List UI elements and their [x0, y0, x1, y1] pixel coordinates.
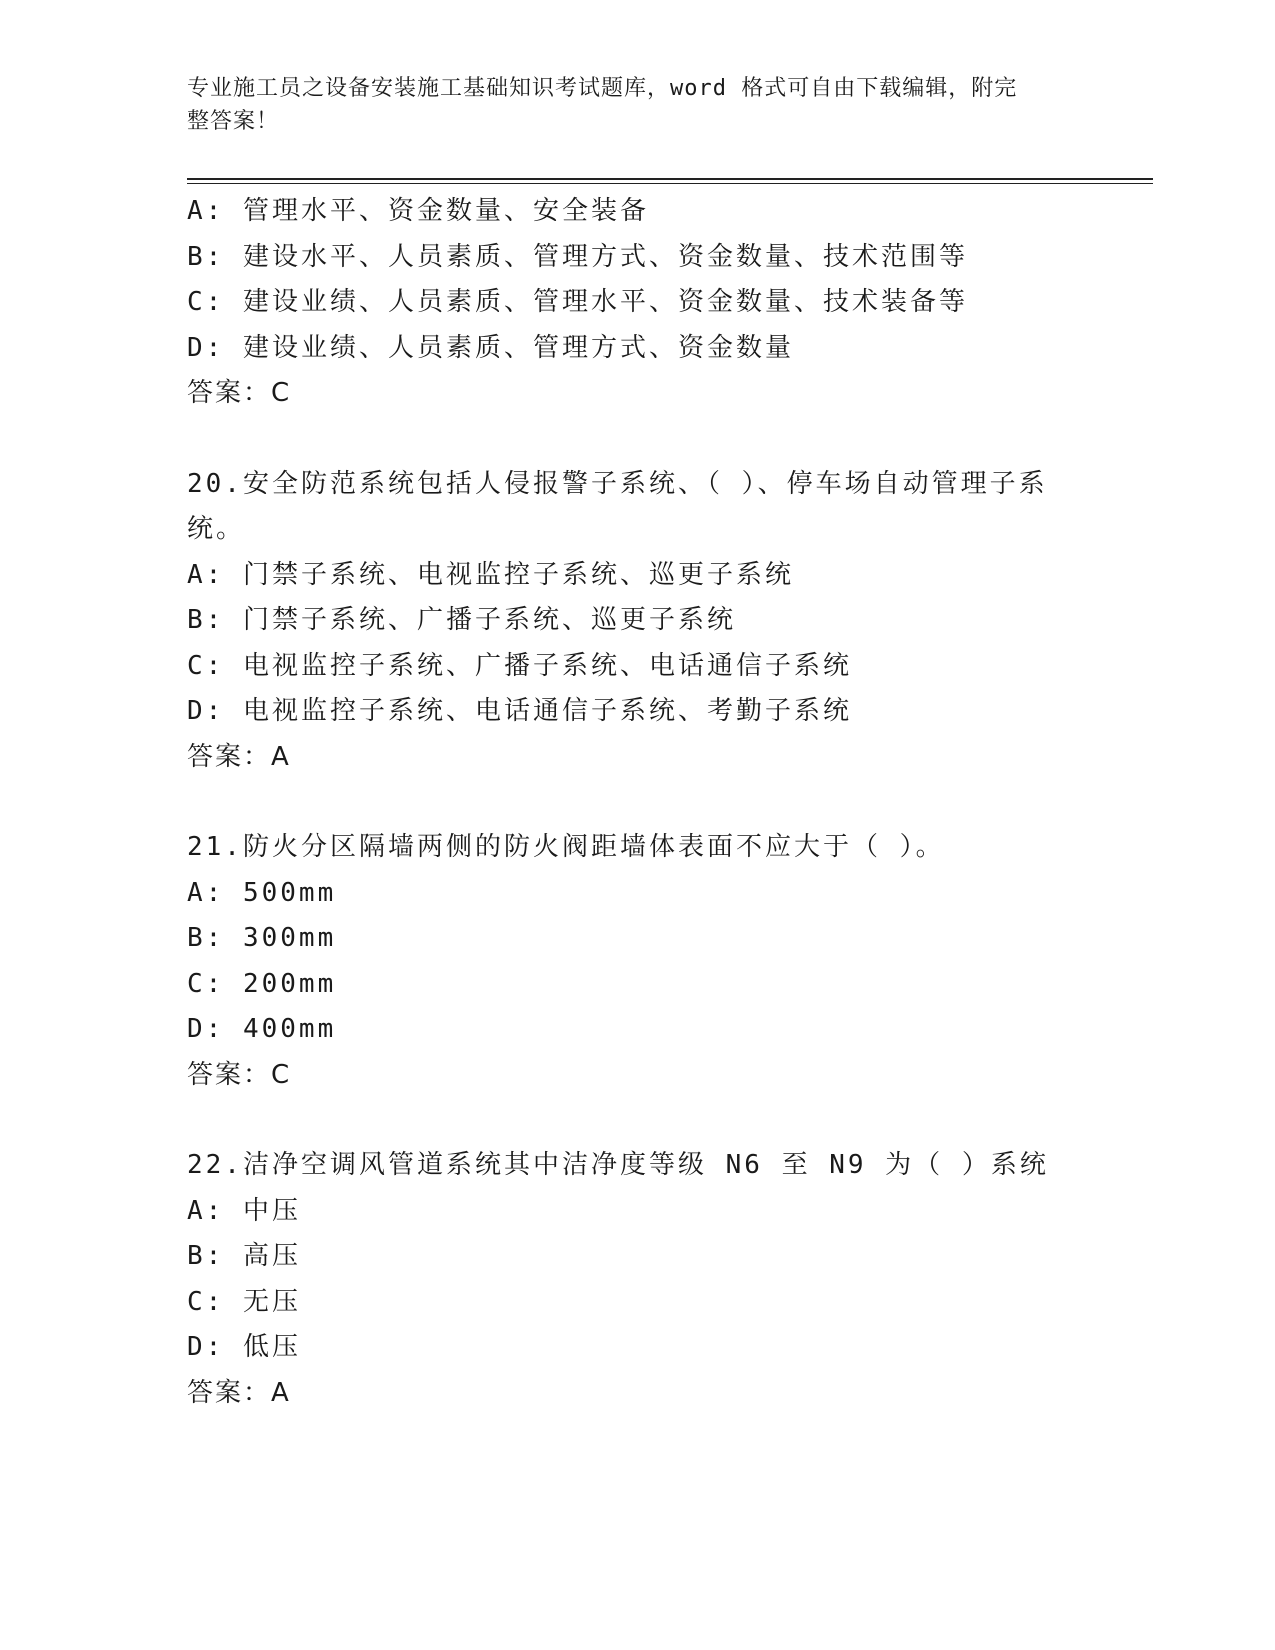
- question-spacer: [187, 1098, 1087, 1143]
- header-line-1: 专业施工员之设备安装施工基础知识考试题库，word 格式可自由下载编辑，附完: [187, 76, 1018, 101]
- option-a: A: 500mm: [187, 877, 337, 908]
- option-c: C: 电视监控子系统、广播子系统、电话通信子系统: [187, 650, 852, 681]
- question-stem-continued: 统。: [187, 514, 246, 544]
- option-d: D: 400mm: [187, 1014, 337, 1044]
- question-list: [187, 189, 1087, 1416]
- question-20: [187, 462, 1087, 781]
- question-stem: 22.洁净空调风管道系统其中洁净度等级 N6 至 N9 为（ ）系统: [187, 1150, 1049, 1180]
- question-spacer: [187, 780, 1087, 825]
- option-c: C: 建设业绩、人员素质、管理水平、资金数量、技术装备等: [187, 287, 968, 317]
- option-a: A: 中压: [187, 1195, 301, 1226]
- answer-line: 答案：A: [187, 741, 291, 772]
- option-b: B: 300mm: [187, 923, 337, 953]
- answer-line: 答案：A: [187, 1377, 291, 1408]
- option-b: B: 建设水平、人员素质、管理方式、资金数量、技术范围等: [187, 241, 968, 272]
- option-b: B: 高压: [187, 1241, 301, 1271]
- question-19: [187, 189, 1087, 417]
- option-d: D: 电视监控子系统、电话通信子系统、考勤子系统: [187, 696, 852, 726]
- option-a: A: 门禁子系统、电视监控子系统、巡更子系统: [187, 559, 794, 590]
- question-21: [187, 825, 1087, 1098]
- option-c: C: 200mm: [187, 968, 337, 999]
- option-d: D: 建设业绩、人员素质、管理方式、资金数量: [187, 332, 794, 363]
- option-c: C: 无压: [187, 1286, 301, 1317]
- question-22: [187, 1143, 1087, 1416]
- question-stem: 20.安全防范系统包括人侵报警子系统、（ ）、停车场自动管理子系: [187, 468, 1048, 499]
- option-b: B: 门禁子系统、广播子系统、巡更子系统: [187, 605, 736, 635]
- header-divider-thick: [187, 178, 1153, 180]
- header-divider-thin: [187, 183, 1153, 184]
- question-stem: 21.防火分区隔墙两侧的防火阀距墙体表面不应大于（ ）。: [187, 832, 945, 862]
- answer-line: 答案：C: [187, 378, 292, 408]
- option-a: A: 管理水平、资金数量、安全装备: [187, 196, 649, 226]
- document-header: [187, 72, 1067, 138]
- answer-line: 答案：C: [187, 1059, 292, 1090]
- option-d: D: 低压: [187, 1332, 301, 1362]
- question-spacer: [187, 417, 1087, 462]
- header-line-2: 整答案！: [187, 109, 280, 134]
